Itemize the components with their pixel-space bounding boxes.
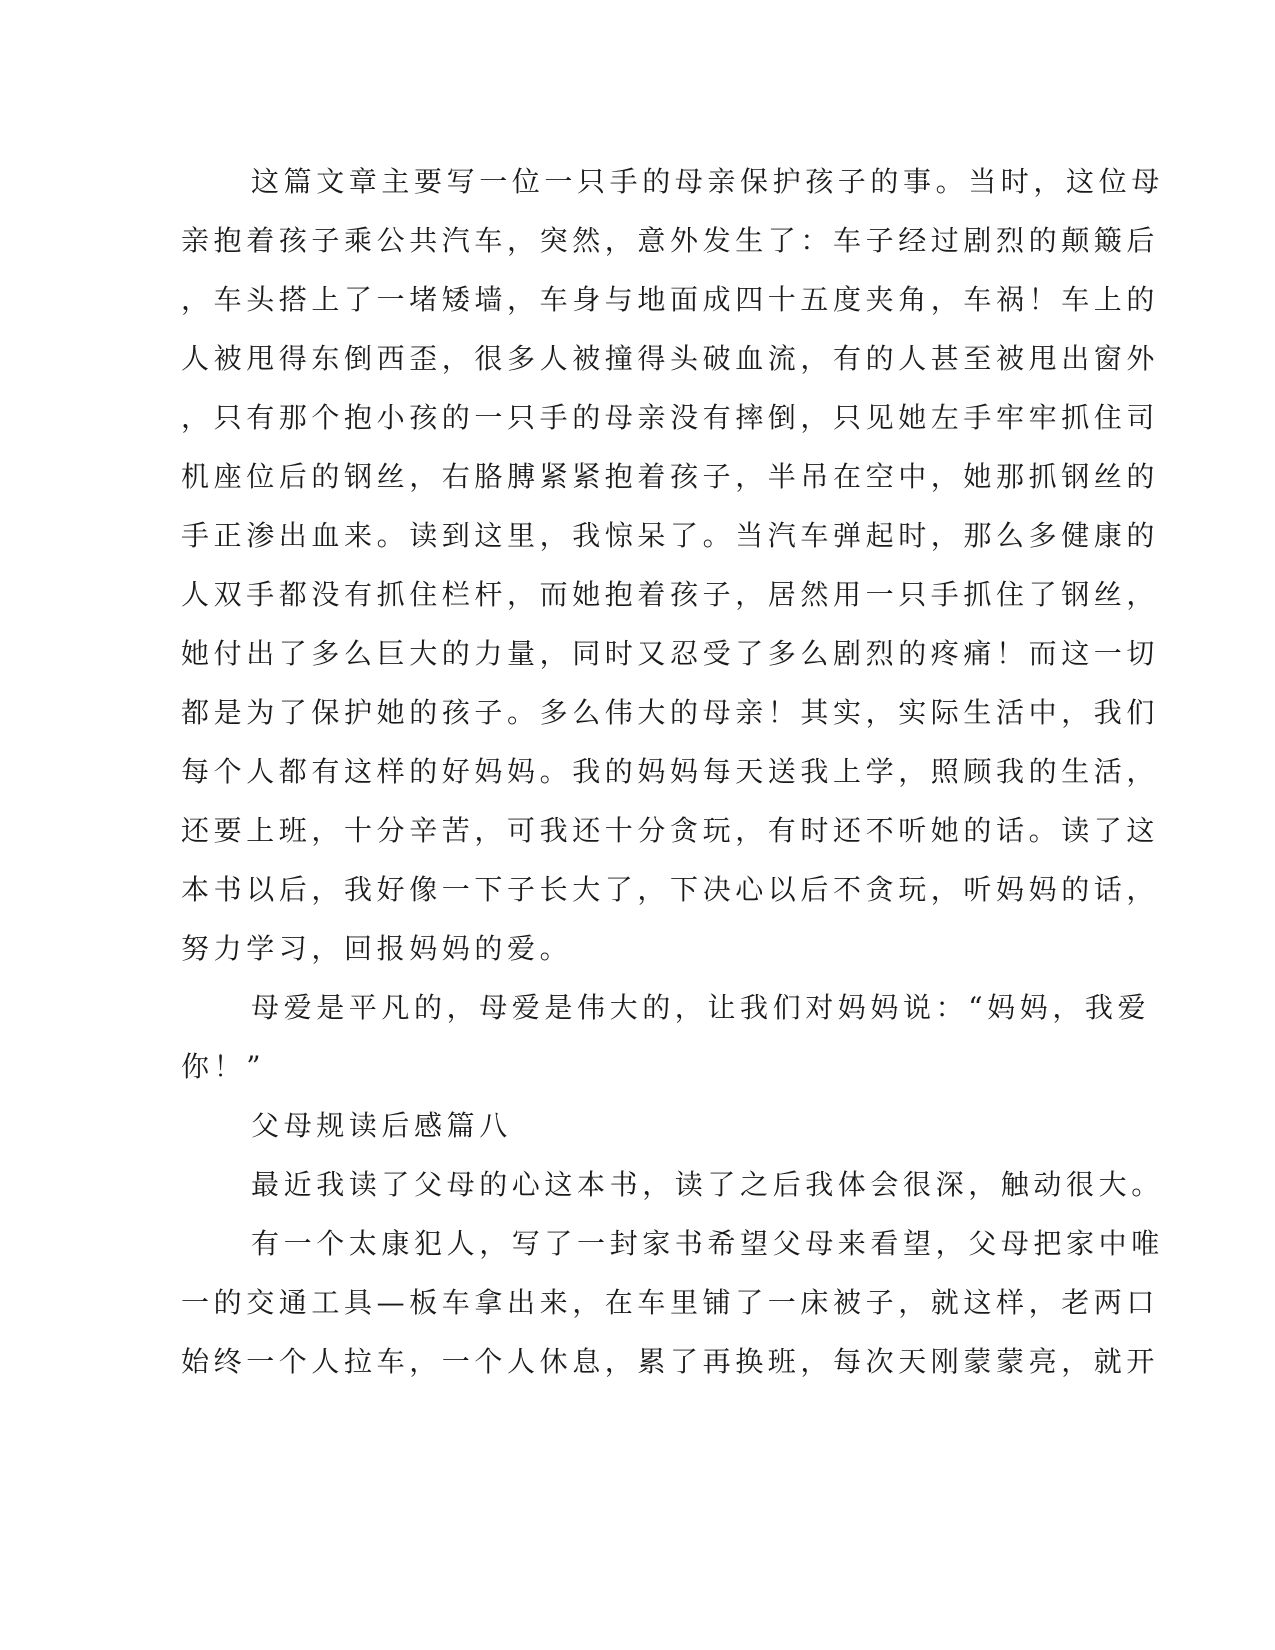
paragraph-line: 还要上班，十分辛苦，可我还十分贪玩，有时还不听她的话。读了这 [181,814,1160,847]
paragraph-line: 机座位后的钢丝，右胳膊紧紧抱着孩子，半吊在空中，她那抓钢丝的 [181,460,1160,493]
paragraph-line: 她付出了多么巨大的力量，同时又忍受了多么剧烈的疼痛！而这一切 [181,637,1160,670]
paragraph-line: 都是为了保护她的孩子。多么伟大的母亲！其实，实际生活中，我们 [181,696,1160,729]
paragraph-line: 这篇文章主要写一位一只手的母亲保护孩子的事。当时，这位母 [251,165,1164,198]
paragraph-line: 每个人都有这样的好妈妈。我的妈妈每天送我上学，照顾我的生活， [181,755,1160,788]
section-heading: 父母规读后感篇八 [251,1109,512,1142]
paragraph-line: 本书以后，我好像一下子长大了，下决心以后不贪玩，听妈妈的话， [181,873,1160,906]
paragraph-line: ，车头搭上了一堵矮墙，车身与地面成四十五度夹角，车祸！车上的 [181,283,1160,316]
paragraph-line: 人双手都没有抓住栏杆，而她抱着孩子，居然用一只手抓住了钢丝， [181,578,1160,611]
paragraph-line: 努力学习，回报妈妈的爱。 [181,932,573,965]
paragraph-line: 手正渗出血来。读到这里，我惊呆了。当汽车弹起时，那么多健康的 [181,519,1160,552]
paragraph-line: 母爱是平凡的，母爱是伟大的，让我们对妈妈说：“妈妈，我爱 [251,991,1151,1024]
paragraph-line: 有一个太康犯人，写了一封家书希望父母来看望，父母把家中唯 [251,1227,1164,1260]
paragraph-line: 你！” [181,1050,266,1083]
paragraph-line: 一的交通工具—板车拿出来，在车里铺了一床被子，就这样，老两口 [181,1286,1160,1319]
paragraph-line: 始终一个人拉车，一个人休息，累了再换班，每次天刚蒙蒙亮，就开 [181,1345,1160,1378]
paragraph-line: 人被甩得东倒西歪，很多人被撞得头破血流，有的人甚至被甩出窗外 [181,342,1160,375]
paragraph-line: 最近我读了父母的心这本书，读了之后我体会很深，触动很大。 [251,1168,1164,1201]
paragraph-line: 亲抱着孩子乘公共汽车，突然，意外发生了：车子经过剧烈的颠簸后 [181,224,1160,257]
paragraph-line: ，只有那个抱小孩的一只手的母亲没有摔倒，只见她左手牢牢抓住司 [181,401,1160,434]
